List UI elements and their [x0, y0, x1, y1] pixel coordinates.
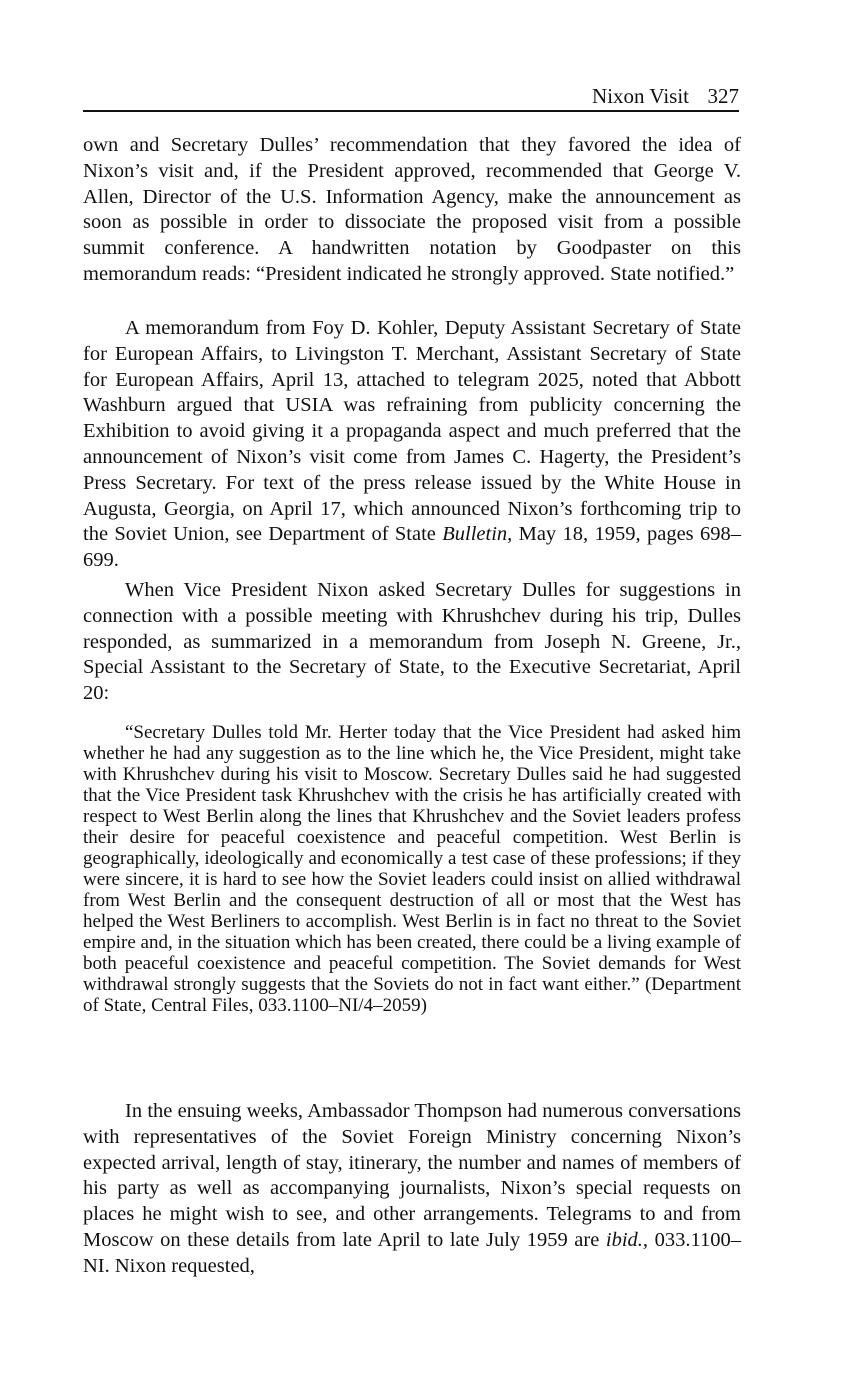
- running-header: [83, 84, 739, 112]
- paragraph-text: When Vice President Nixon asked Secretary Dulles for suggestions in connection with a possible meeting with Khrushchev during his trip, Dulles responded, as summarized in a memorandum from Joseph N. Greene, Jr., Special Assistant to the Secretary of State, to the Executive Secretariat, April 20:: [83, 579, 741, 705]
- paragraph-kohler-memorandum: [83, 316, 741, 574]
- paragraph-continuation: [83, 133, 741, 288]
- paragraph-text: [83, 316, 741, 574]
- publication-title: Bulletin,: [442, 523, 513, 546]
- page-number: 327: [707, 84, 739, 108]
- paragraph-dulles-suggestions: [83, 578, 741, 707]
- paragraph-text-part: In the ensuing weeks, Ambassador Thompson had numerous conversations with representatives of the Soviet Foreign Ministry concerning Nixon’s expected arrival, length of stay, itinerary, the number and names of members of his party as well as accompanying journalists, Nixon’s special requests on places he might wish to see, and other arrangements. Telegrams to and from Moscow on these details from late April to late July 1959 are: [83, 1100, 741, 1251]
- paragraph-thompson-conversations: [83, 1099, 741, 1280]
- paragraph-text-part: A memorandum from Foy D. Kohler, Deputy Assistant Secretary of State for European Affairs, to Livingston T. Merchant, Assistant Secretary of State for European Affairs, April 13, attached to telegram 2025, noted that Abbott Washburn argued that USIA was refraining from publicity concerning the Exhibition to avoid giving it a propaganda aspect and much preferred that the announcement of Nixon’s visit come from James C. Hagerty, the President’s Press Secretary. For text of the press release issued by the White House in Augusta, Georgia, on April 17, which announced Nixon’s forthcoming trip to the Soviet Union, see Department of State: [83, 317, 741, 546]
- block-quote: “Secretary Dulles told Mr. Herter today that the Vice President had asked him whether he had any suggestion as to the line which he, the Vice President, might take with Khrushchev during his visit to Moscow. Secretary Dulles said he had suggested that the Vice President task Khrushchev with the crisis he has artificially created with respect to West Berlin along the lines that Khrushchev and the Soviet leaders profess their desire for peaceful coexistence and peaceful competition. West Berlin is geographically, ideologically and economically a test case of these professions; if they were sincere, it is hard to see how the Soviet leaders could insist on allied withdrawal from West Berlin and the consequent destruction of all or most that the West has helped the West Berliners to accomplish. West Berlin is in fact no threat to the Soviet empire and, in the situation which has been created, there could be a living example of both peaceful coexistence and peaceful competition. The Soviet demands for West withdrawal strongly suggests that the Soviets do not in fact want either.” (Department of State, Central Files, 033.1100–NI/4–2059): [83, 722, 741, 1016]
- running-title: Nixon Visit: [592, 84, 689, 108]
- paragraph-text-part: May 18, 1959, pages 698–699.: [83, 523, 741, 572]
- ibid-reference: ibid.,: [605, 1228, 649, 1251]
- paragraph-text: [83, 1099, 741, 1280]
- paragraph-text-part: 033.1100–NI. Nixon requested,: [83, 1228, 741, 1277]
- paragraph-text: own and Secretary Dulles’ recommendation that they favored the idea of Nixon’s visit and, if the President approved, recommended that George V. Allen, Director of the U.S. Information Agency, make the announcement as soon as possible in order to dissociate the proposed visit from a possible summit conference. A handwritten notation by Goodpaster on this memorandum reads: “President indicated he strongly approved. State notified.”: [83, 134, 741, 285]
